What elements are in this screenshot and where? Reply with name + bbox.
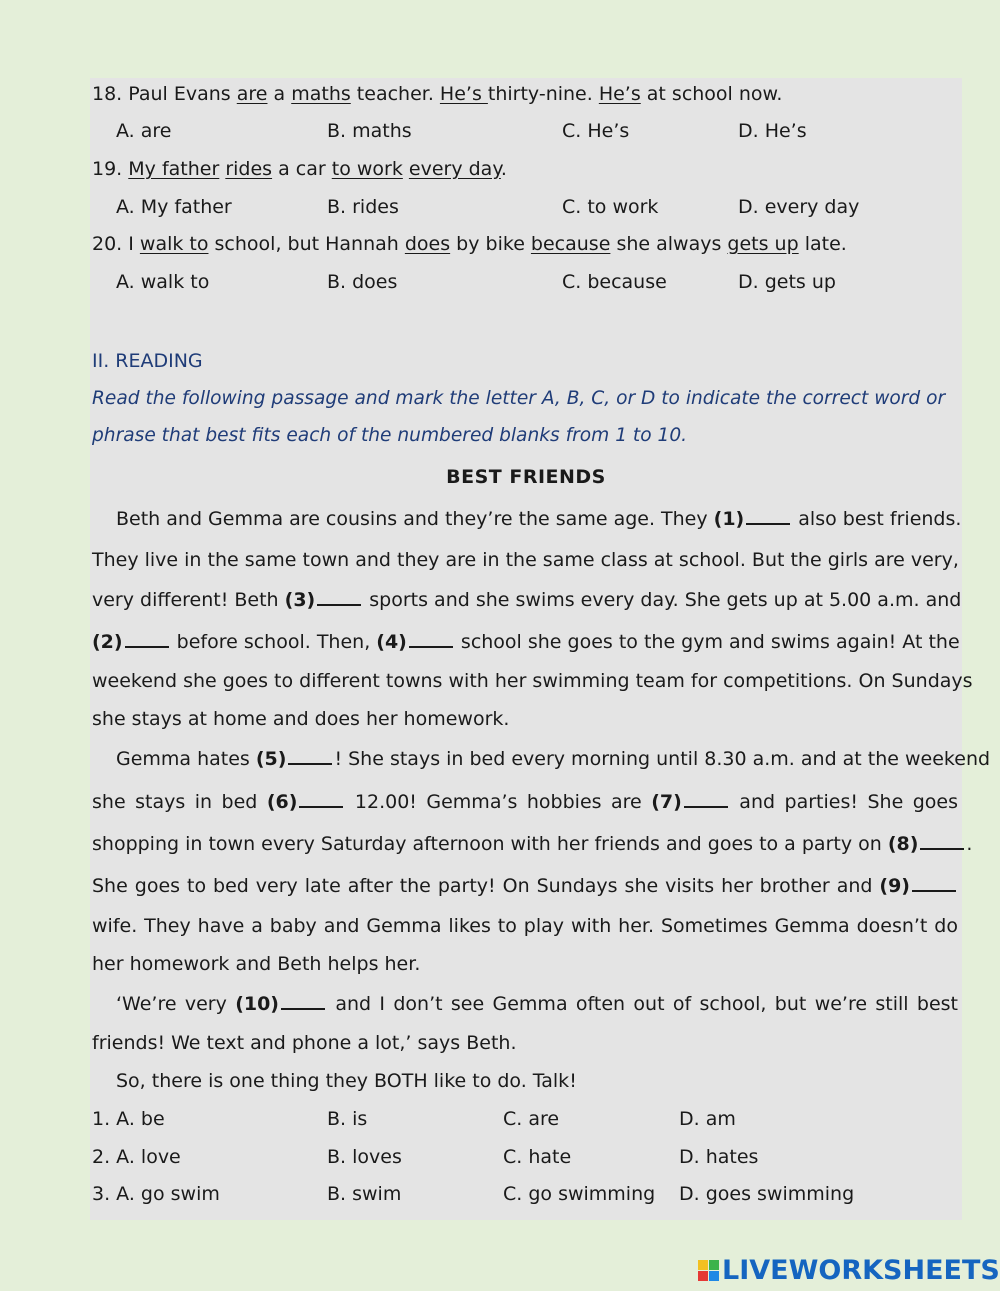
q20-text: she always xyxy=(610,233,728,255)
passage-text: ! She stays in bed every morning until 8.30 a.m. and at the weekend xyxy=(334,748,991,770)
liveworksheets-logo xyxy=(698,1255,1000,1285)
q19-underlined-a: My father xyxy=(128,158,220,180)
blank-number-6: (6) xyxy=(266,791,298,813)
logo-block xyxy=(709,1260,719,1270)
logo-block xyxy=(698,1271,708,1281)
q18-text: at school now. xyxy=(640,83,783,105)
passage-line: she stays at home and does her homework. xyxy=(92,708,510,730)
passage-text: Gemma hates xyxy=(116,748,256,770)
passage-text: . xyxy=(966,833,973,855)
blank-3[interactable] xyxy=(317,590,361,606)
answer-1-option-d[interactable]: D. am xyxy=(679,1108,736,1130)
blank-number-4: (4) xyxy=(376,631,407,653)
answer-2-option-a[interactable]: 2. A. love xyxy=(92,1146,181,1168)
passage-line: her homework and Beth helps her. xyxy=(92,953,421,975)
question-18 xyxy=(92,82,960,106)
q18-underlined-c: He’s xyxy=(439,83,488,105)
answer-3-option-a[interactable]: 3. A. go swim xyxy=(92,1183,220,1205)
section-heading: II. READING xyxy=(92,350,203,372)
passage-text: and I don’t see Gemma often out of school, but we’re still best xyxy=(327,993,958,1015)
answer-2-option-c[interactable]: C. hate xyxy=(503,1146,572,1168)
q19-underlined-d: every day xyxy=(408,158,501,180)
q18-text: 18. Paul Evans xyxy=(92,83,237,105)
blank-7[interactable] xyxy=(684,792,728,808)
blank-1[interactable] xyxy=(746,509,790,525)
passage-title: BEST FRIENDS xyxy=(446,466,606,488)
q20-option-c[interactable]: C. because xyxy=(562,271,667,293)
logo-block xyxy=(709,1271,719,1281)
blank-number-1: (1) xyxy=(713,508,745,530)
passage-line xyxy=(92,832,973,856)
blank-2[interactable] xyxy=(125,632,169,648)
answer-3-option-b[interactable]: B. swim xyxy=(327,1183,402,1205)
answer-1-option-c[interactable]: C. are xyxy=(503,1108,560,1130)
q18-option-a[interactable]: A. are xyxy=(116,120,172,142)
blank-9[interactable] xyxy=(912,876,956,892)
passage-line: They live in the same town and they are in the same class at school. But the girls are very, xyxy=(92,549,959,571)
q19-option-a[interactable]: A. My father xyxy=(116,196,232,218)
passage-line xyxy=(92,790,958,814)
q20-text: late. xyxy=(798,233,847,255)
q18-text: a xyxy=(267,83,292,105)
passage-text: shopping in town every Saturday afternoon with her friends and goes to a party on xyxy=(92,833,888,855)
blank-5[interactable] xyxy=(288,749,332,765)
q18-underlined-b: maths xyxy=(291,83,351,105)
instruction-line-1: Read the following passage and mark the letter A, B, C, or D to indicate the correct word or xyxy=(92,388,946,409)
blank-number-5: (5) xyxy=(255,748,287,770)
q18-text: thirty-nine. xyxy=(487,83,599,105)
q19-text: a car xyxy=(272,158,332,180)
passage-text: ‘We’re very xyxy=(116,993,236,1015)
passage-text: also best friends. xyxy=(792,508,962,530)
q19-underlined-c: to work xyxy=(331,158,403,180)
q20-option-a[interactable]: A. walk to xyxy=(116,271,210,293)
blank-number-10: (10) xyxy=(235,993,279,1015)
passage-line: wife. They have a baby and Gemma likes to play with her. Sometimes Gemma doesn’t do xyxy=(92,915,958,937)
question-19 xyxy=(92,157,960,181)
blank-number-8: (8) xyxy=(887,833,919,855)
q19-option-b[interactable]: B. rides xyxy=(327,196,399,218)
q20-underlined-c: because xyxy=(530,233,611,255)
passage-line xyxy=(92,874,958,898)
answer-3-option-c[interactable]: C. go swimming xyxy=(503,1183,656,1205)
blank-number-2: (2) xyxy=(92,631,123,653)
q20-underlined-b: does xyxy=(404,233,451,255)
passage-text: very different! Beth xyxy=(92,589,285,611)
passage-line: friends! We text and phone a lot,’ says Beth. xyxy=(92,1032,517,1054)
passage-text: school she goes to the gym and swims again! At the xyxy=(454,631,960,653)
blank-number-3: (3) xyxy=(284,589,316,611)
passage-text: Beth and Gemma are cousins and they’re the same age. They xyxy=(116,508,714,530)
passage-line xyxy=(92,588,962,612)
blank-number-7: (7) xyxy=(651,791,682,813)
q18-option-d[interactable]: D. He’s xyxy=(738,120,807,142)
q20-underlined-a: walk to xyxy=(139,233,209,255)
passage-text: 12.00! Gemma’s hobbies are xyxy=(345,791,652,813)
passage-text: she stays in bed xyxy=(92,791,267,813)
answer-1-option-a[interactable]: 1. A. be xyxy=(92,1108,165,1130)
passage-text: before school. Then, xyxy=(170,631,377,653)
q19-option-d[interactable]: D. every day xyxy=(738,196,860,218)
logo-blocks-icon xyxy=(698,1260,719,1281)
blank-8[interactable] xyxy=(920,834,964,850)
passage-text: She goes to bed very late after the party! On Sundays she visits her brother and xyxy=(92,875,880,897)
blank-number-9: (9) xyxy=(879,875,910,897)
answer-2-option-b[interactable]: B. loves xyxy=(327,1146,402,1168)
q18-underlined-a: are xyxy=(236,83,268,105)
q18-text: teacher. xyxy=(350,83,440,105)
instruction-line-2: phrase that best fits each of the numbered blanks from 1 to 10. xyxy=(92,425,688,446)
blank-4[interactable] xyxy=(409,632,453,648)
q18-option-c[interactable]: C. He’s xyxy=(562,120,630,142)
q19-option-c[interactable]: C. to work xyxy=(562,196,659,218)
passage-line xyxy=(116,992,958,1016)
logo-block xyxy=(698,1260,708,1270)
passage-line: weekend she goes to different towns with her swimming team for competitions. On Sundays xyxy=(92,670,973,692)
passage-line: So, there is one thing they BOTH like to do. Talk! xyxy=(116,1070,577,1092)
q18-option-b[interactable]: B. maths xyxy=(327,120,412,142)
question-20 xyxy=(92,232,960,256)
q20-text: by bike xyxy=(450,233,531,255)
answer-1-option-b[interactable]: B. is xyxy=(327,1108,368,1130)
q20-option-b[interactable]: B. does xyxy=(327,271,398,293)
passage-line xyxy=(92,630,958,654)
q18-underlined-d: He’s xyxy=(598,83,641,105)
q19-underlined-b: rides xyxy=(225,158,273,180)
q19-text: . xyxy=(500,158,507,180)
passage-line xyxy=(116,747,991,771)
logo-text: LIVEWORKSHEETS xyxy=(722,1254,1000,1286)
passage-line xyxy=(116,507,962,531)
answer-2-option-d[interactable]: D. hates xyxy=(679,1146,759,1168)
passage-text: sports and she swims every day. She gets up at 5.00 a.m. and xyxy=(363,589,962,611)
blank-10[interactable] xyxy=(281,994,325,1010)
passage-text: and parties! She goes xyxy=(729,791,959,813)
q20-text: school, but Hannah xyxy=(208,233,405,255)
blank-6[interactable] xyxy=(299,792,343,808)
answer-3-option-d[interactable]: D. goes swimming xyxy=(679,1183,855,1205)
q20-text: 20. I xyxy=(92,233,140,255)
q19-text: 19. xyxy=(92,158,129,180)
q20-option-d[interactable]: D. gets up xyxy=(738,271,836,293)
q20-underlined-d: gets up xyxy=(727,233,799,255)
